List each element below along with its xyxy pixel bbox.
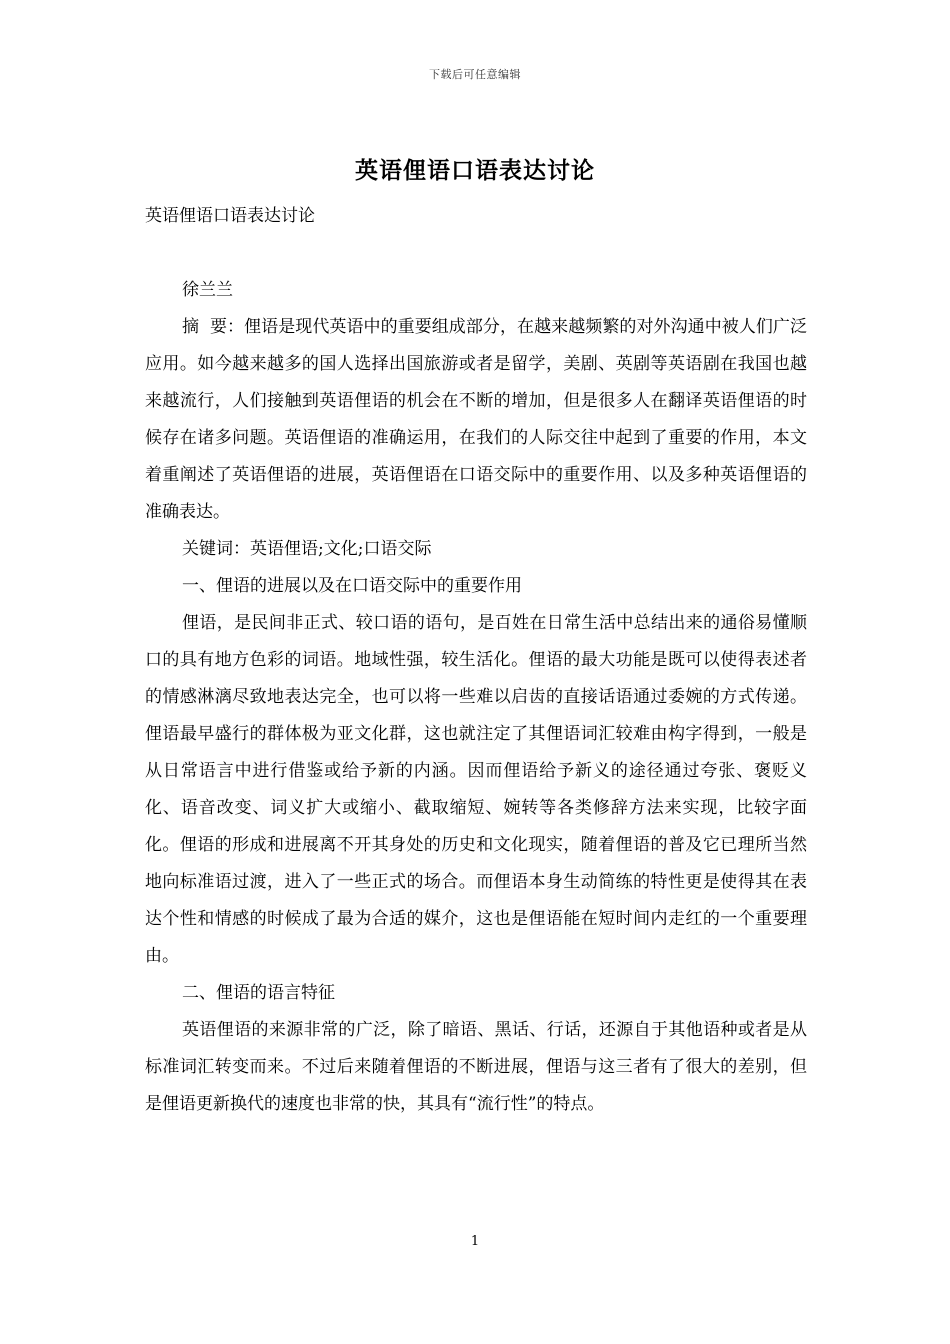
blank-line (145, 235, 807, 272)
page-header: 下载后可任意编辑 (429, 68, 521, 81)
page-number: 1 (470, 1234, 480, 1249)
section-heading-2: 二、俚语的语言特征 (182, 983, 335, 1003)
section-paragraph-1: 俚语，是民间非正式、较口语的语句，是百姓在日常生活中总结出来的通俗易懂顺口的具有地方色彩的词语。地域性强，较生活化。俚语的最大功能是既可以使得表述者的情感淋漓尽致地表达完全，也可以将一些难以启齿的直接话语通过委婉的方式传递。俚语最早盛行的群体极为亚文化群，这也就注定了其俚语词汇较难由构字得到，一般是从日常语言中进行借鉴或给予新的内涵。因而俚语给予新义的途径通过夸张、褒贬义化、语音改变、词义扩大或缩小、截取缩短、婉转等各类修辞方法来实现，比较字面化。俚语的形成和进展离不开其身处的历史和文化现实，随着俚语的普及它已理所当然地向标准语过渡，进入了一些正式的场合。而俚语本身生动简练的特性更是使得其在表达个性和情感的时候成了最为合适的媒介，这也是俚语能在短时间内走红的一个重要理由。 (145, 613, 807, 966)
section-paragraph-2: 英语俚语的来源非常的广泛，除了暗语、黑话、行话，还源自于其他语种或者是从标准词汇转变而来。不过后来随着俚语的不断进展，俚语与这三者有了很大的差别，但是俚语更新换代的速度也非常的快，其具有“流行性”的特点。 (145, 1020, 807, 1114)
document-title: 英语俚语口语表达讨论 (355, 157, 595, 184)
keywords-line: 关键词：英语俚语;文化;口语交际 (182, 539, 432, 559)
document-subtitle: 英语俚语口语表达讨论 (145, 206, 315, 226)
section-heading-1: 一、俚语的进展以及在口语交际中的重要作用 (182, 576, 522, 596)
document-body (145, 198, 807, 1123)
abstract-paragraph: 摘 要：俚语是现代英语中的重要组成部分，在越来越频繁的对外沟通中被人们广泛应用。如今越来越多的国人选择出国旅游或者是留学，美剧、英剧等英语剧在我国也越来越流行，人们接触到英语俚语的机会在不断的增加，但是很多人在翻译英语俚语的时候存在诸多问题。英语俚语的准确运用，在我们的人际交往中起到了重要的作用，本文着重阐述了英语俚语的进展，英语俚语在口语交际中的重要作用、以及多种英语俚语的准确表达。 (145, 317, 807, 522)
author-name: 徐兰兰 (182, 280, 233, 300)
